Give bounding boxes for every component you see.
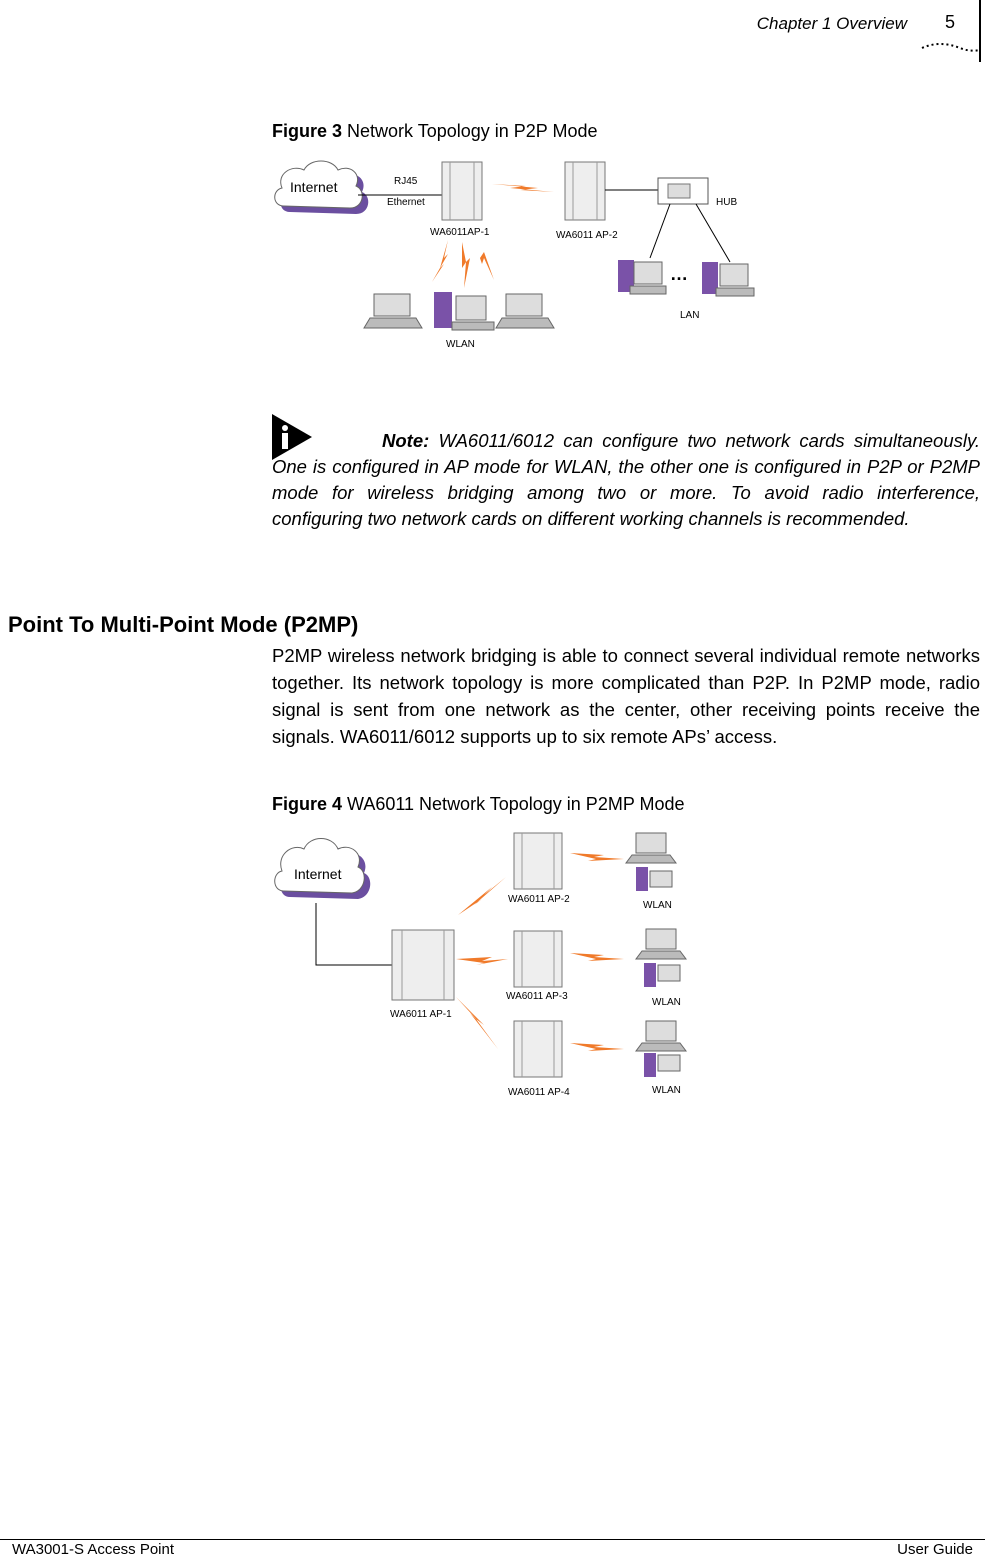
lan-label: LAN (680, 310, 700, 321)
lan-pc-1-icon (618, 260, 666, 294)
note-label: Note: (382, 430, 430, 451)
figure4-caption-label: Figure 4 (272, 794, 343, 814)
wlan3-label: WLAN (652, 997, 681, 1008)
access-point-3-icon (514, 931, 562, 987)
internet-label: Internet (294, 866, 342, 882)
lan-pc-2-icon (702, 262, 754, 296)
note-paragraph (272, 428, 980, 532)
wlan-bolt-3 (474, 240, 494, 280)
figure3-caption (272, 121, 598, 142)
ap2-label: WA6011 AP-2 (508, 894, 570, 905)
page-tab-dots (920, 40, 982, 54)
wlan-laptop-1-icon (364, 294, 422, 328)
hub-link-right (696, 204, 730, 262)
hub-label: HUB (716, 197, 738, 208)
internet-label: Internet (290, 179, 338, 195)
p2p-topology-diagram (270, 150, 770, 355)
access-point-1-icon (442, 162, 482, 220)
page-number: 5 (945, 12, 956, 32)
ap3-label: WA6011 AP-3 (506, 991, 568, 1002)
wlan-laptop-2-icon (496, 294, 554, 328)
figure3-caption-label: Figure 3 (272, 121, 343, 141)
ap4-wlan-bolt (570, 1043, 624, 1051)
ap1-ap3-bolt (456, 957, 508, 965)
wlan-bolt-2 (462, 242, 470, 288)
wlan4-label: WLAN (652, 1085, 681, 1096)
ap2-label: WA6011 AP-2 (556, 230, 618, 241)
figure4-caption (272, 794, 685, 815)
wlan-desktop-icon (434, 292, 494, 330)
wlan-bolt-1 (432, 240, 448, 282)
note-text: WA6011/6012 can configure two network cards simultaneously. One is configured in AP mode for WLAN, the other one is configured in P2P or P2MP mode for wireless bridging among two or more. To avoid radio interference, configuring two network cards on different working channels is recommended. (272, 430, 980, 529)
access-point-4-icon (514, 1021, 562, 1077)
ap4-label: WA6011 AP-4 (508, 1087, 570, 1098)
ap1-label: WA6011 AP-1 (390, 1009, 452, 1020)
access-point-2-icon (514, 833, 562, 889)
wlan-2-clients-icon (626, 833, 676, 891)
chapter-title: Chapter 1 Overview (756, 14, 907, 33)
wlan-3-clients-icon (636, 929, 686, 987)
ap1-ap4-bolt (456, 997, 498, 1049)
wireless-link-bolt (492, 184, 554, 192)
ap1-ap2-bolt (458, 877, 506, 915)
section-paragraph: P2MP wireless network bridging is able to connect several individual remote networks together. Its network topology is more complicated than P2P. In P2MP mode, radio signal is sent from one network as the center, other receiving points receive the signals. WA6011/6012 supports up to six remote APs’ access. (272, 645, 980, 747)
access-point-1-icon (392, 930, 454, 1000)
section-heading: Point To Multi-Point Mode (P2MP) (8, 612, 359, 637)
internet-ap1-link (316, 903, 392, 965)
wlan-label: WLAN (446, 339, 475, 350)
wlan-4-clients-icon (636, 1021, 686, 1077)
wlan2-label: WLAN (643, 900, 672, 911)
ethernet-label: Ethernet (387, 197, 425, 208)
footer-doc-type: User Guide (897, 1541, 973, 1558)
footer-rule (0, 1539, 985, 1540)
figure3-caption-text: Network Topology in P2P Mode (342, 121, 598, 141)
hub-link-left (650, 204, 670, 258)
ap3-wlan-bolt (570, 953, 624, 961)
ap2-wlan-bolt (570, 853, 624, 861)
footer-product: WA3001-S Access Point (12, 1541, 175, 1558)
ap1-label: WA6011AP-1 (430, 227, 490, 238)
p2mp-topology-diagram (270, 825, 710, 1105)
access-point-2-icon (565, 162, 605, 220)
rj45-label: RJ45 (394, 176, 418, 187)
figure4-caption-text: WA6011 Network Topology in P2MP Mode (342, 794, 685, 814)
hub-icon (658, 178, 708, 204)
lan-ellipsis: … (670, 264, 688, 284)
